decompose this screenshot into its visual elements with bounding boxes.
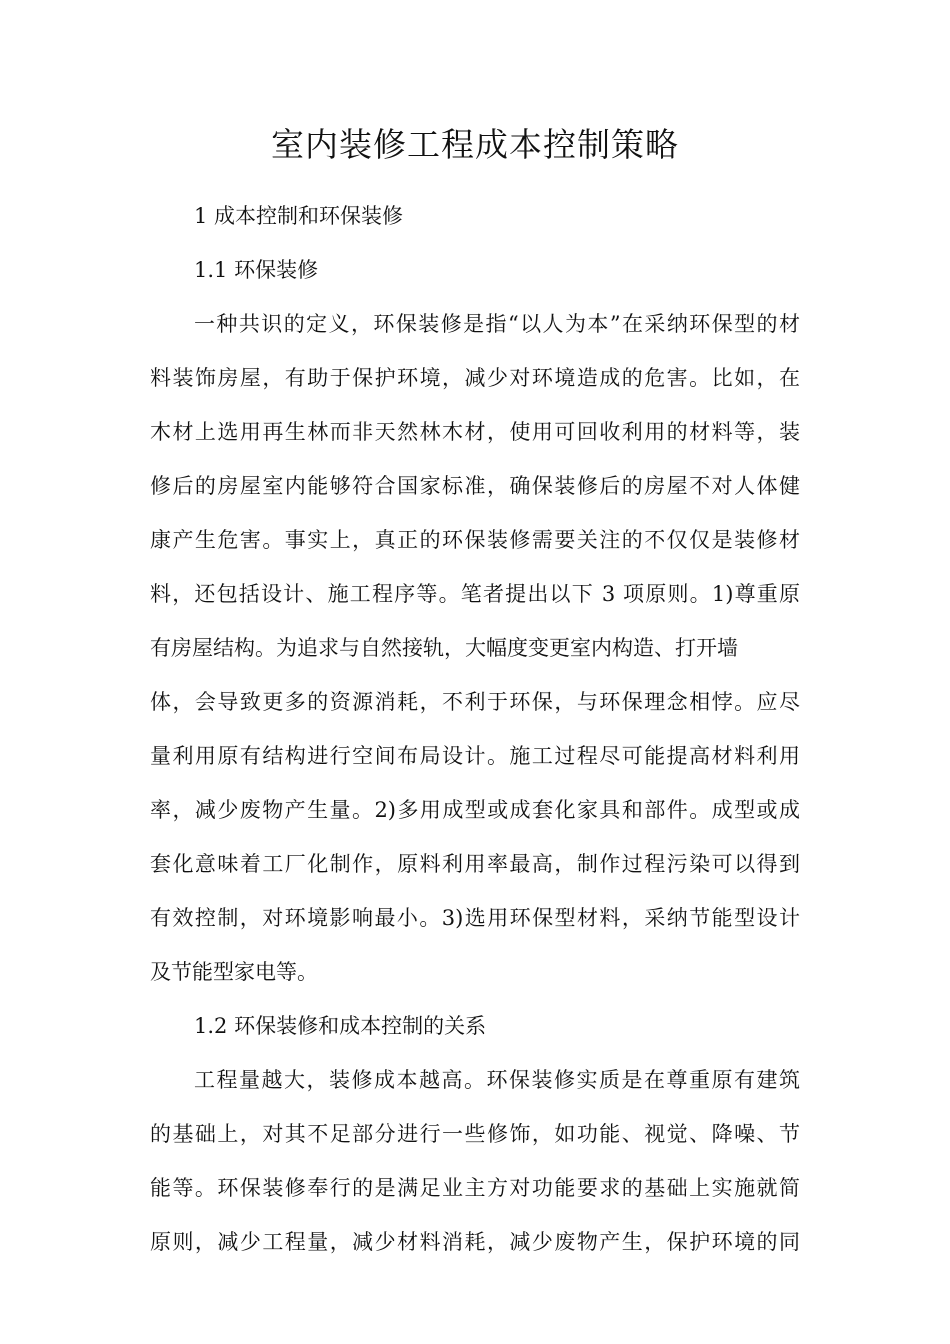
text-line: 1.1 环保装修 (194, 258, 319, 282)
text-line: 1 成本控制和环保装修 (194, 204, 404, 228)
document-body (150, 189, 800, 1269)
text-line: 工程量越大，装修成本越高。环保装修实质是在尊重原有建筑 (194, 1068, 800, 1092)
text-line: 套化意味着工厂化制作，原料利用率最高，制作过程污染可以得到 (150, 852, 800, 876)
text-line: 料装饰房屋，有助于保护环境，减少对环境造成的危害。比如，在 (150, 366, 800, 390)
text-line: 量利用原有结构进行空间布局设计。施工过程尽可能提高材料利用 (150, 744, 800, 768)
text-line: 能等。环保装修奉行的是满足业主方对功能要求的基础上实施就简 (150, 1176, 800, 1200)
text-line: 及节能型家电等。 (150, 960, 318, 984)
text-line: 原则，减少工程量，减少材料消耗，减少废物产生，保护环境的同 (150, 1230, 800, 1254)
text-line: 有效控制，对环境影响最小。3)选用环保型材料，采纳节能型设计 (150, 906, 800, 930)
text-line: 康产生危害。事实上，真正的环保装修需要关注的不仅仅是装修材 (150, 528, 800, 552)
text-line: 料，还包括设计、施工程序等。笔者提出以下 3 项原则。1)尊重原 (150, 582, 800, 606)
text-line: 有房屋结构。为追求与自然接轨，大幅度变更室内构造、打开墙 (150, 636, 738, 660)
document-title: 室内装修工程成本控制策略 (271, 125, 679, 164)
text-line: 木材上选用再生林而非天然林木材，使用可回收利用的材料等，装 (150, 420, 800, 444)
text-line: 率，减少废物产生量。2)多用成型或成套化家具和部件。成型或成 (150, 798, 800, 822)
text-line: 的基础上，对其不足部分进行一些修饰，如功能、视觉、降噪、节 (150, 1122, 800, 1146)
text-line: 体，会导致更多的资源消耗，不利于环保，与环保理念相悖。应尽 (150, 690, 800, 714)
text-line: 一种共识的定义，环保装修是指“以人为本”在采纳环保型的材 (194, 312, 800, 336)
text-line: 1.2 环保装修和成本控制的关系 (194, 1014, 487, 1038)
text-line: 修后的房屋室内能够符合国家标准，确保装修后的房屋不对人体健 (150, 474, 800, 498)
